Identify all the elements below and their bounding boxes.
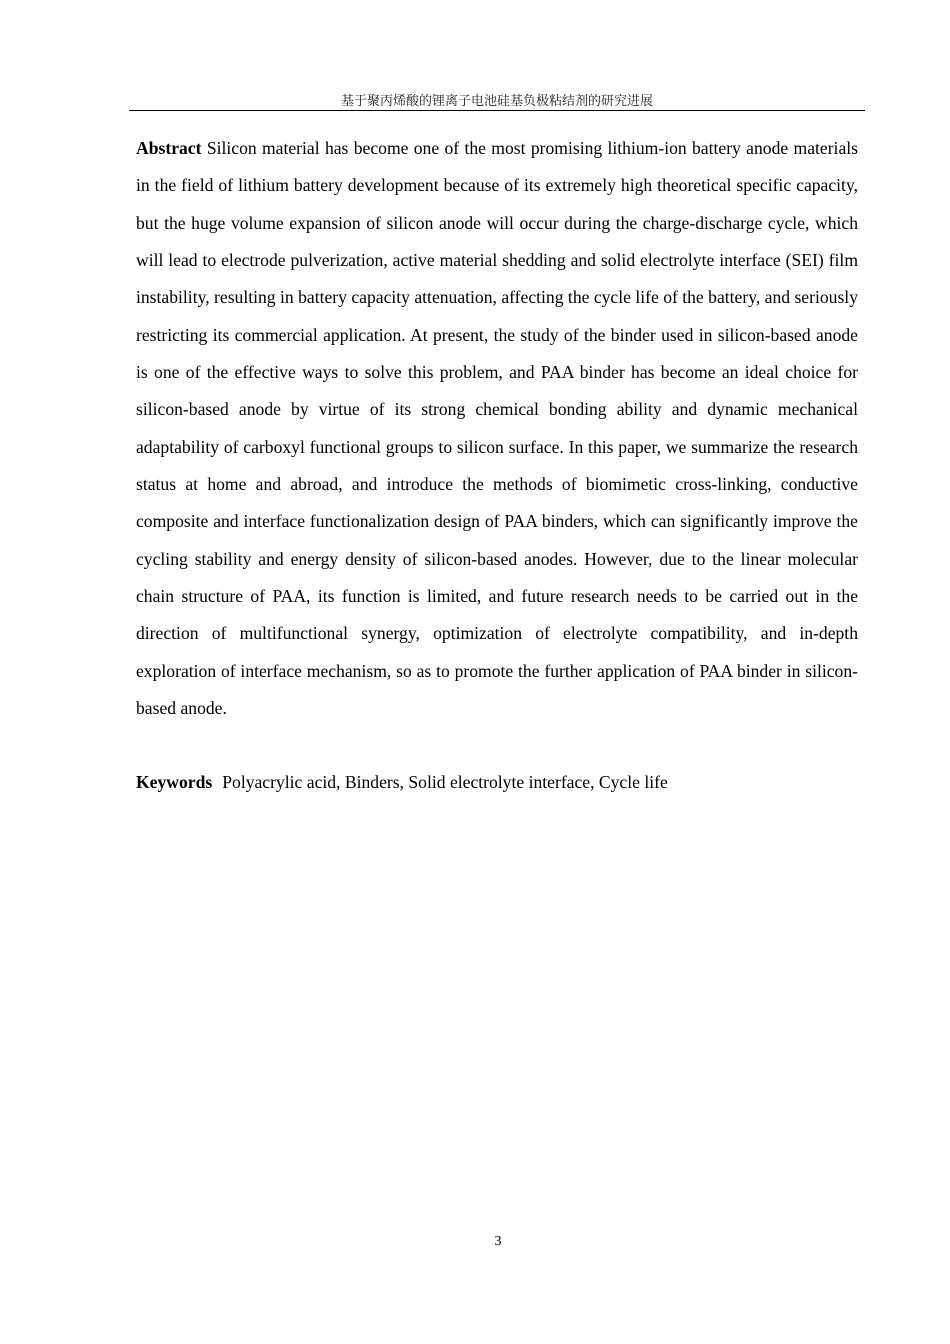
- header-rule: [129, 110, 865, 111]
- abstract-paragraph: [136, 130, 858, 728]
- keywords-label: Keywords: [136, 772, 213, 792]
- running-header: 基于聚丙烯酸的锂离子电池硅基负极粘结剂的研究进展: [340, 93, 653, 108]
- abstract-label: Abstract: [136, 138, 202, 158]
- abstract-text: Silicon material has become one of the most promising lithium-ion battery anode materials in the field of lithium battery development because of its extremely high theoretical specific capacity, but the huge volume expansion of silicon anode will occur during the charge-discharge cycle, which will lead to electrode pulverization, active material shedding and solid electrolyte interface (SEI) film instability, resulting in battery capacity attenuation, affecting the cycle life of the battery, and seriously restricting its commercial application. At present, the study of the binder used in silicon-based anode is one of the effective ways to solve this problem, and PAA binder has become an ideal choice for silicon-based anode by virtue of its strong chemical bonding ability and dynamic mechanical adaptability of carboxyl functional groups to silicon surface. In this paper, we summarize the research status at home and abroad, and introduce the methods of biomimetic cross-linking, conductive composite and interface functionalization design of PAA binders, which can significantly improve the cycling stability and energy density of silicon-based anodes. However, due to the linear molecular chain structure of PAA, its function is limited, and future research needs to be carried out in the direction of multifunctional synergy, optimization of electrolyte compatibility, and in-depth exploration of interface mechanism, so as to promote the further application of PAA binder in silicon-based anode.: [136, 138, 858, 719]
- keywords-text: Polyacrylic acid, Binders, Solid electrolyte interface, Cycle life: [222, 772, 668, 792]
- page-number: 3: [494, 1234, 502, 1249]
- keywords-line: [136, 769, 858, 795]
